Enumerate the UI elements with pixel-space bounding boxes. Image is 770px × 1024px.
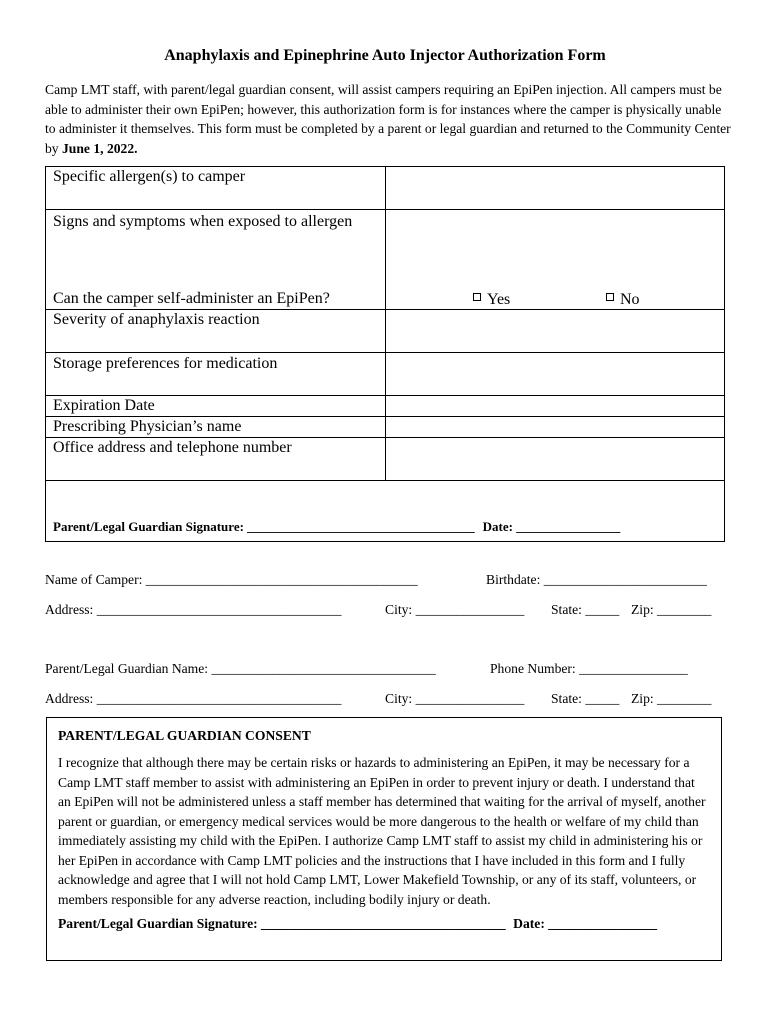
intro-text: Camp LMT staff, with parent/legal guardian consent, will assist campers requiring an EpiPen injection. All campers must be able to administer their own EpiPen; however, this authorization form is for instances where the camper is physically unable to administer it themselves. This form must be completed by a parent or legal guardian and returned to the Community Center by [45, 82, 731, 156]
no-label: No [620, 290, 640, 308]
storage-field[interactable] [386, 353, 725, 396]
guardian-address-line[interactable]: Address: ____________________________________ [45, 691, 342, 706]
severity-label: Severity of anaphylaxis reaction [46, 310, 386, 353]
intro-paragraph [45, 80, 735, 158]
camper-name-line[interactable]: Name of Camper: ________________________________________ [45, 572, 418, 587]
expiration-field[interactable] [386, 396, 725, 417]
table-date-line[interactable]: Date: ________________ [482, 519, 621, 534]
yes-checkbox[interactable] [473, 293, 481, 301]
yes-option[interactable] [473, 291, 510, 309]
no-checkbox[interactable] [606, 293, 614, 301]
no-option[interactable] [606, 291, 640, 309]
symptoms-field[interactable] [386, 210, 725, 289]
consent-signature-line[interactable]: Parent/Legal Guardian Signature: ____________________________________ [58, 916, 506, 931]
consent-heading: PARENT/LEGAL GUARDIAN CONSENT [58, 728, 311, 743]
consent-box [46, 717, 722, 961]
guardian-name-line[interactable]: Parent/Legal Guardian Name: _________________________________ [45, 661, 436, 676]
table-signature-line[interactable]: Parent/Legal Guardian Signature: ___________________________________ [53, 519, 475, 534]
deadline-date: June 1, 2022. [62, 140, 138, 156]
self-administer-options [386, 289, 725, 310]
physician-label: Prescribing Physician’s name [46, 417, 386, 438]
self-administer-label: Can the camper self-administer an EpiPen? [46, 289, 386, 310]
symptoms-label: Signs and symptoms when exposed to allergen [46, 210, 386, 289]
camper-state-line[interactable]: State: _____ [551, 602, 620, 617]
camper-zip-line[interactable]: Zip: ________ [631, 602, 712, 617]
medical-info-table [45, 166, 725, 542]
severity-field[interactable] [386, 310, 725, 353]
guardian-phone-line[interactable]: Phone Number: ________________ [490, 661, 688, 676]
guardian-city-line[interactable]: City: ________________ [385, 691, 525, 706]
consent-date-line[interactable]: Date: ________________ [513, 916, 657, 931]
allergen-label: Specific allergen(s) to camper [46, 167, 386, 210]
office-label: Office address and telephone number [46, 438, 386, 481]
office-field[interactable] [386, 438, 725, 481]
guardian-state-line[interactable]: State: _____ [551, 691, 620, 706]
consent-signature-row [58, 916, 709, 932]
allergen-field[interactable] [386, 167, 725, 210]
form-title: Anaphylaxis and Epinephrine Auto Injector Authorization Form [164, 47, 606, 64]
camper-address-line[interactable]: Address: ____________________________________ [45, 602, 342, 617]
yes-label: Yes [487, 290, 511, 308]
guardian-zip-line[interactable]: Zip: ________ [631, 691, 712, 706]
storage-label: Storage preferences for medication [46, 353, 386, 396]
consent-body: I recognize that although there may be certain risks or hazards to administering an EpiPen, it may be necessary for a Camp LMT staff member to assist with administering an EpiPen in order to prevent injury or death. I understand that an EpiPen will not be administered unless a staff member has determined that waiting for the arrival of myself, another parent or guardian, or emergency medical services would be more dangerous to the health or welfare of my child than immediately assisting my child with the EpiPen. I authorize Camp LMT staff to assist my child in administering his or her EpiPen in accordance with Camp LMT policies and the instructions that I have included in this form and I fully acknowledge and agree that I will not hold Camp LMT, Lower Makefield Township, or any of its staff, volunteers, or members responsible for any adverse reaction, including bodily injury or death. [58, 755, 706, 907]
camper-city-line[interactable]: City: ________________ [385, 602, 525, 617]
expiration-label: Expiration Date [46, 396, 386, 417]
physician-field[interactable] [386, 417, 725, 438]
camper-birthdate-line[interactable]: Birthdate: ________________________ [486, 572, 707, 587]
table-signature-row [46, 481, 725, 542]
